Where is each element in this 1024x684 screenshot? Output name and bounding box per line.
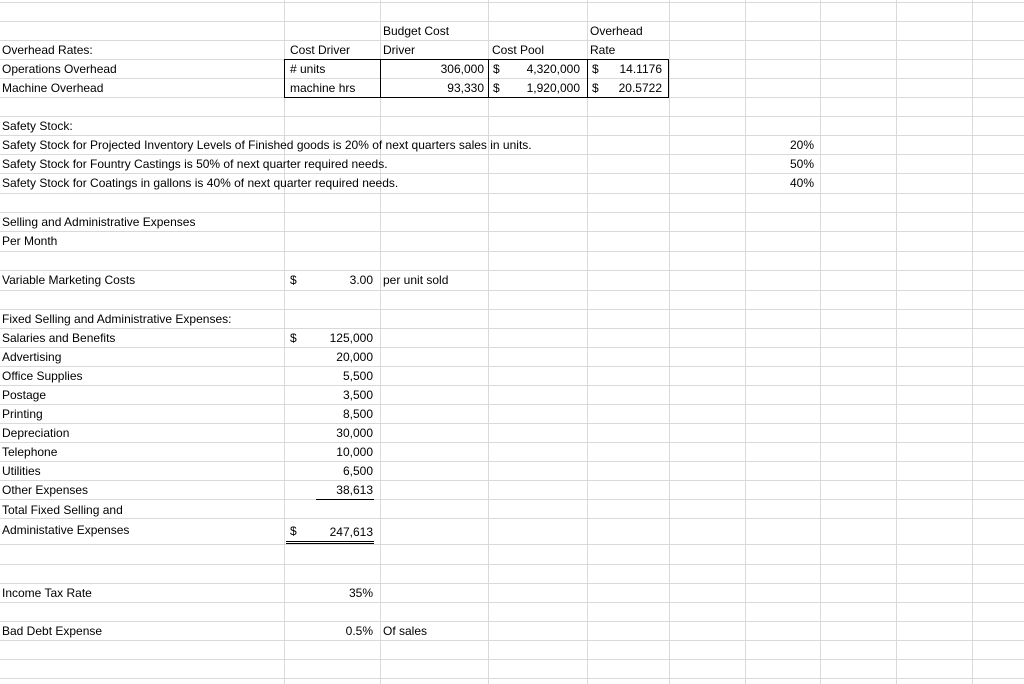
bad-debt-suffix: Of sales bbox=[383, 624, 428, 638]
safety-stock-text: Safety Stock for Coatings in gallons is 40% of next quarter required needs. bbox=[2, 176, 399, 190]
fixed-item-label: Salaries and Benefits bbox=[2, 331, 116, 345]
fixed-item-value: 20,000 bbox=[336, 350, 373, 364]
fixed-item-value: 5,500 bbox=[342, 369, 373, 383]
sga-subtitle: Per Month bbox=[2, 234, 58, 248]
currency-symbol: $ bbox=[290, 331, 297, 345]
fixed-item-label: Utilities bbox=[2, 464, 41, 478]
variable-marketing-unit: per unit sold bbox=[383, 273, 449, 287]
header-cost-driver: Cost Driver bbox=[290, 43, 351, 57]
header-driver: Driver bbox=[383, 43, 415, 57]
safety-stock-title: Safety Stock: bbox=[2, 119, 73, 133]
fixed-item-value: 38,613 bbox=[336, 483, 373, 497]
header-budget-cost: Budget Cost bbox=[383, 24, 450, 38]
fixed-item-label: Other Expenses bbox=[2, 483, 89, 497]
income-tax-value: 35% bbox=[348, 586, 373, 600]
sga-title: Selling and Administrative Expenses bbox=[2, 215, 196, 229]
overhead-row-budget: 93,330 bbox=[447, 81, 484, 95]
fixed-sga-title: Fixed Selling and Administrative Expenses: bbox=[2, 312, 232, 326]
safety-stock-text: Safety Stock for Fountry Castings is 50% of next quarter required needs. bbox=[2, 157, 388, 171]
overhead-row-rate: 14.1176 bbox=[619, 62, 662, 76]
safety-stock-text: Safety Stock for Projected Inventory Levels of Finished goods is 20% of next quarters sales in units. bbox=[2, 138, 532, 152]
total-fixed-label-line1: Total Fixed Selling and bbox=[2, 503, 123, 517]
safety-stock-pct: 50% bbox=[789, 157, 814, 171]
currency-symbol: $ bbox=[493, 81, 500, 95]
bad-debt-value: 0.5% bbox=[345, 624, 373, 638]
currency-symbol: $ bbox=[290, 524, 297, 538]
header-cost-pool: Cost Pool bbox=[492, 43, 545, 57]
header-rate: Rate bbox=[590, 43, 616, 57]
currency-symbol: $ bbox=[592, 62, 599, 76]
overhead-row-budget: 306,000 bbox=[440, 62, 484, 76]
fixed-item-label: Advertising bbox=[2, 350, 62, 364]
fixed-item-label: Depreciation bbox=[2, 426, 70, 440]
safety-stock-pct: 20% bbox=[789, 138, 814, 152]
fixed-item-value: 6,500 bbox=[342, 464, 373, 478]
fixed-item-label: Office Supplies bbox=[2, 369, 83, 383]
currency-symbol: $ bbox=[592, 81, 599, 95]
overhead-row-driver: machine hrs bbox=[290, 81, 356, 95]
overhead-row-label: Operations Overhead bbox=[2, 62, 117, 76]
overhead-rates-title: Overhead Rates: bbox=[2, 43, 93, 57]
variable-marketing-value: 3.00 bbox=[349, 273, 373, 287]
total-fixed-label-line2: Administative Expenses bbox=[2, 523, 130, 537]
fixed-item-label: Printing bbox=[2, 407, 43, 421]
bad-debt-label: Bad Debt Expense bbox=[2, 624, 103, 638]
total-fixed-value: 247,613 bbox=[329, 525, 373, 539]
fixed-item-label: Telephone bbox=[2, 445, 58, 459]
overhead-row-rate: 20.5722 bbox=[618, 81, 662, 95]
overhead-row-label: Machine Overhead bbox=[2, 81, 104, 95]
safety-stock-pct: 40% bbox=[789, 176, 814, 190]
overhead-row-driver: # units bbox=[290, 62, 326, 76]
currency-symbol: $ bbox=[493, 62, 500, 76]
fixed-item-value: 10,000 bbox=[336, 445, 373, 459]
income-tax-label: Income Tax Rate bbox=[2, 586, 92, 600]
fixed-item-value: 125,000 bbox=[329, 331, 373, 345]
overhead-row-pool: 1,920,000 bbox=[526, 81, 580, 95]
currency-symbol: $ bbox=[290, 273, 297, 287]
overhead-row-pool: 4,320,000 bbox=[526, 62, 580, 76]
variable-marketing-label: Variable Marketing Costs bbox=[2, 273, 136, 287]
fixed-item-value: 30,000 bbox=[336, 426, 373, 440]
fixed-item-value: 8,500 bbox=[342, 407, 373, 421]
fixed-item-value: 3,500 bbox=[342, 388, 373, 402]
header-overhead: Overhead bbox=[590, 24, 643, 38]
fixed-item-label: Postage bbox=[2, 388, 47, 402]
